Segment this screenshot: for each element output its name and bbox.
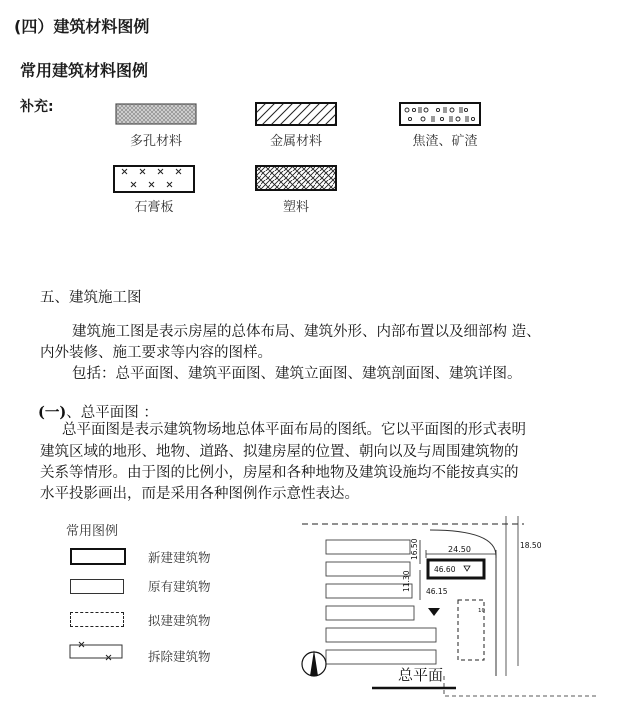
legend-demolished-building-symbol [66, 640, 126, 664]
floor-level: 46.60 [434, 565, 456, 574]
legend-existing-building-label: 原有建筑物 [148, 579, 211, 594]
legend-new-building-label: 新建建筑物 [148, 550, 211, 565]
section-title: (四）建筑材料图例 [14, 17, 150, 36]
site-plan-line-1: 总平面图是表示建筑物场地总体平面布局的图纸。它以平面图的形式表明 [62, 422, 526, 438]
porous-material-swatch [116, 104, 196, 124]
porous-material-label: 多孔材料 [129, 134, 182, 149]
dim-left-upper: 16.50 [410, 538, 419, 560]
supplement-label: 补充: [20, 99, 54, 115]
materials-subtitle: 常用建筑材料图例 [20, 61, 149, 80]
legend-demolished-building-label: 拆除建筑物 [148, 649, 211, 664]
chapter-para1-line2: 内外装修、施工要求等内容的图样。 [40, 345, 272, 361]
gypsum-board-label: 石膏板 [134, 200, 174, 215]
site-plan-caption: 总平面 [398, 666, 444, 684]
legend-new-building-symbol [70, 548, 126, 565]
plastic-material-label: 塑料 [282, 200, 309, 215]
small-number: 10 [478, 608, 485, 614]
legend-title: 常用图例 [66, 524, 119, 539]
chapter-heading: 五、建筑施工图 [40, 290, 142, 306]
gypsum-board-swatch [114, 166, 194, 192]
site-plan-heading-rest: 、总平面图 ： [66, 405, 158, 421]
site-plan-drawing [296, 516, 596, 716]
metal-material-label: 金属材料 [269, 134, 322, 149]
site-plan-heading-prefix: (一) [38, 404, 67, 421]
slag-material-label: 焦渣、矿渣 [412, 134, 478, 149]
legend-planned-building-symbol [70, 612, 124, 627]
site-plan-line-3: 关系等情形。由于图的比例小，房屋和各种地物及建筑设施均不能按真实的 [40, 465, 519, 481]
dim-right: 18.50 [520, 541, 542, 550]
dim-top: 24.50 [448, 545, 471, 554]
dim-left-lower: 11.30 [402, 570, 411, 592]
ground-level: 46.15 [426, 587, 448, 596]
north-arrow-icon [302, 650, 326, 676]
site-plan-line-2: 建筑区域的地形、地物、道路、拟建房屋的位置、朝向以及与周围建筑物的 [40, 444, 519, 460]
legend-existing-building-symbol [70, 579, 124, 594]
plastic-material-swatch [256, 166, 336, 190]
metal-material-swatch [256, 103, 336, 125]
chapter-para1-line1: 建筑施工图是表示房屋的总体布局、建筑外形、内部布置以及细部构 造、 [72, 324, 541, 340]
chapter-para2: 包括：总平面图、建筑平面图、建筑立面图、建筑剖面图、建筑详图。 [72, 366, 522, 382]
slag-material-swatch [400, 103, 480, 125]
site-plan-line-4: 水平投影画出，而是采用各种图例作示意性表达。 [40, 486, 359, 502]
legend-planned-building-label: 拟建建筑物 [148, 613, 211, 628]
